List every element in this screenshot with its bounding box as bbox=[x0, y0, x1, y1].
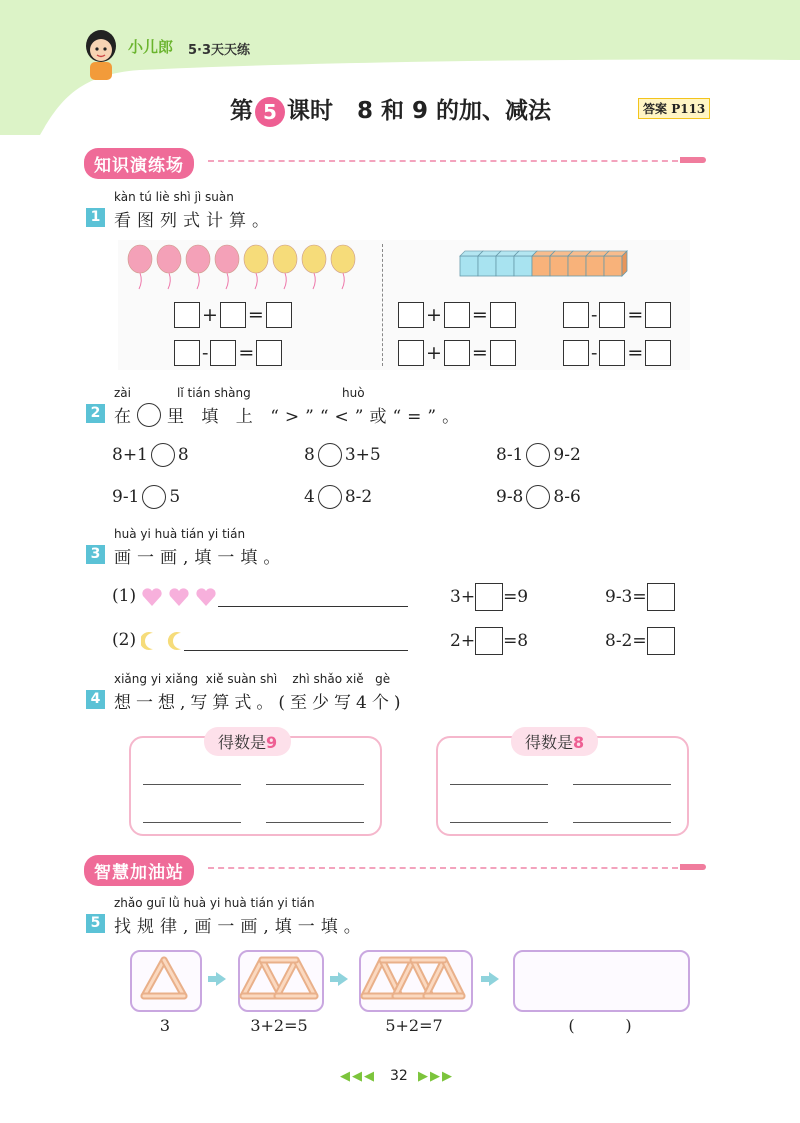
q1-op: = bbox=[247, 304, 264, 326]
page-title bbox=[230, 92, 551, 127]
q2-number: 2 bbox=[86, 404, 105, 423]
arrow-icon-tail bbox=[330, 976, 338, 982]
balloon-icon bbox=[186, 245, 210, 289]
answer-box[interactable] bbox=[599, 340, 625, 366]
compare-circle[interactable] bbox=[318, 485, 342, 509]
balloon-icon bbox=[244, 245, 268, 289]
matchstick-highlight bbox=[243, 960, 262, 996]
q3-row1-eq1 bbox=[450, 583, 528, 611]
card-label-text: 得数是 bbox=[525, 733, 574, 752]
series-name: 5·3天天练 bbox=[188, 43, 251, 58]
answer-box[interactable] bbox=[563, 302, 589, 328]
matchstick-highlight bbox=[395, 960, 413, 996]
compare-circle[interactable] bbox=[151, 443, 175, 467]
balloon-icon bbox=[215, 245, 239, 289]
compare-right: 8 bbox=[177, 445, 189, 465]
write-line[interactable] bbox=[266, 784, 364, 785]
compare-right: 5 bbox=[169, 487, 181, 507]
q1-text: 看图列式计算。 bbox=[114, 211, 275, 231]
q2-pinyin-zai: zài bbox=[114, 386, 131, 400]
q1-op: + bbox=[426, 304, 442, 326]
q3-eq-text: 2+ bbox=[450, 631, 476, 651]
balloon-icon bbox=[302, 245, 326, 289]
next-arrows-icon: ▶▶▶ bbox=[418, 1069, 454, 1084]
q2-text-after: 里 填 上 “>”“<”或“=”。 bbox=[167, 407, 466, 427]
answer-box[interactable] bbox=[444, 302, 470, 328]
answer-page: P113 bbox=[671, 102, 706, 116]
balloon-icon bbox=[331, 245, 355, 289]
q2-text-before: 在 bbox=[114, 407, 137, 427]
arrow-icon bbox=[216, 972, 226, 986]
q5-pinyin: zhǎo guī lǜ huà yi huà tián yi tián bbox=[114, 896, 315, 910]
circle-symbol bbox=[137, 403, 161, 427]
q1-right-eq1 bbox=[398, 302, 516, 328]
answer-box[interactable] bbox=[563, 340, 589, 366]
answer-box[interactable] bbox=[647, 583, 675, 611]
q1-op: + bbox=[202, 304, 218, 326]
balloons-figure bbox=[126, 244, 366, 292]
section-divider bbox=[208, 160, 678, 162]
compare-circle[interactable] bbox=[526, 443, 550, 467]
q3-row2-eq2 bbox=[605, 627, 675, 655]
q3-pinyin: huà yi huà tián yi tián bbox=[114, 527, 246, 541]
hearts-icon bbox=[141, 586, 221, 608]
balloon-icon bbox=[157, 245, 181, 289]
answer-box[interactable] bbox=[398, 302, 424, 328]
write-line[interactable] bbox=[450, 784, 548, 785]
brand-logo-text: 小儿郎 bbox=[128, 38, 174, 56]
answer-box[interactable] bbox=[220, 302, 246, 328]
q3-eq-text: =8 bbox=[503, 631, 529, 651]
pencil-icon bbox=[680, 864, 706, 870]
q4-number: 4 bbox=[86, 690, 105, 709]
prev-arrows-icon: ◀◀◀ bbox=[340, 1069, 376, 1084]
write-line[interactable] bbox=[143, 822, 241, 823]
lesson-number: 5 bbox=[255, 97, 285, 127]
answer-box[interactable] bbox=[444, 340, 470, 366]
q5-text: 找规律,画一画,填一填。 bbox=[114, 917, 367, 937]
matchsticks-figure bbox=[0, 950, 800, 1008]
write-line[interactable] bbox=[573, 784, 671, 785]
section-knowledge-practice: 知识演练场 bbox=[84, 148, 194, 179]
compare-right: 8-2 bbox=[344, 487, 373, 507]
answer-box[interactable] bbox=[174, 302, 200, 328]
q1-op: - bbox=[591, 342, 598, 364]
q1-right-eq3 bbox=[398, 340, 516, 366]
compare-1 bbox=[112, 443, 189, 467]
card-label-value: 9 bbox=[266, 733, 278, 752]
title-prefix: 第 bbox=[230, 98, 253, 124]
compare-2 bbox=[304, 443, 381, 467]
matchstick-highlight bbox=[426, 960, 444, 996]
q1-left-eq1 bbox=[174, 302, 292, 328]
compare-6 bbox=[496, 485, 581, 509]
matchstick-highlight bbox=[144, 960, 164, 996]
page-number: 32 bbox=[390, 1068, 408, 1084]
cube-side bbox=[622, 251, 627, 276]
answer-box[interactable] bbox=[398, 340, 424, 366]
compare-3 bbox=[496, 443, 581, 467]
matchstick-highlight bbox=[277, 960, 296, 996]
write-line[interactable] bbox=[573, 822, 671, 823]
result-card-9-label bbox=[204, 727, 291, 756]
answer-reference bbox=[638, 98, 710, 119]
answer-box[interactable] bbox=[266, 302, 292, 328]
arrow-icon-tail bbox=[208, 976, 216, 982]
q1-right-eq4 bbox=[563, 340, 671, 366]
compare-left: 9-1 bbox=[112, 487, 140, 507]
q1-number: 1 bbox=[86, 208, 105, 227]
q3-text: 画一画,填一填。 bbox=[114, 548, 287, 568]
arrow-icon-tail bbox=[481, 976, 489, 982]
answer-box[interactable] bbox=[174, 340, 200, 366]
answer-box[interactable] bbox=[475, 583, 503, 611]
compare-circle[interactable] bbox=[526, 485, 550, 509]
q1-panel-divider bbox=[382, 244, 383, 366]
q5-number: 5 bbox=[86, 914, 105, 933]
q1-op: = bbox=[627, 342, 644, 364]
q1-op: = bbox=[627, 304, 644, 326]
compare-circle[interactable] bbox=[318, 443, 342, 467]
write-line[interactable] bbox=[266, 822, 364, 823]
q5-caption-1: 3 bbox=[159, 1016, 171, 1035]
q3-eq-text: 9-3= bbox=[605, 587, 647, 607]
q2-text bbox=[114, 402, 465, 427]
q3-eq-text: 3+ bbox=[450, 587, 476, 607]
q5-caption-2: 3+2=5 bbox=[250, 1016, 308, 1035]
matchstick-highlight bbox=[364, 960, 382, 996]
q3-draw-line-1[interactable] bbox=[218, 606, 408, 607]
compare-left: 8+1 bbox=[112, 445, 148, 465]
q3-number: 3 bbox=[86, 545, 105, 564]
section-wisdom-station: 智慧加油站 bbox=[84, 855, 194, 886]
answer-box[interactable] bbox=[256, 340, 282, 366]
matchstick-highlight bbox=[296, 960, 315, 996]
card-label-value: 8 bbox=[573, 733, 585, 752]
q1-op: + bbox=[426, 342, 442, 364]
title-lesson-word: 课时 bbox=[287, 98, 333, 124]
cubes-figure bbox=[458, 250, 638, 280]
q1-left-eq2 bbox=[174, 340, 282, 366]
matchstick-highlight bbox=[444, 960, 462, 996]
q5-caption-3: 5+2=7 bbox=[385, 1016, 443, 1035]
arrow-icon bbox=[489, 972, 499, 986]
q3-row2-label: (2) bbox=[112, 630, 137, 650]
mascot-icon bbox=[80, 26, 122, 82]
q1-op: - bbox=[202, 342, 209, 364]
answer-box[interactable] bbox=[599, 302, 625, 328]
answer-box[interactable] bbox=[645, 302, 671, 328]
compare-left: 9-8 bbox=[496, 487, 524, 507]
q3-row2-eq1 bbox=[450, 627, 528, 655]
q3-row1-label: (1) bbox=[112, 586, 137, 606]
q1-pinyin: kàn tú liè shì jì suàn bbox=[114, 190, 234, 204]
card-label-text: 得数是 bbox=[218, 733, 267, 752]
compare-right: 3+5 bbox=[344, 445, 381, 465]
write-line[interactable] bbox=[450, 822, 548, 823]
q1-right-eq2 bbox=[563, 302, 671, 328]
answer-box[interactable] bbox=[490, 340, 516, 366]
answer-box[interactable] bbox=[645, 340, 671, 366]
answer-box[interactable] bbox=[210, 340, 236, 366]
q3-row1-eq2 bbox=[605, 583, 675, 611]
q5-caption-answer[interactable]: ( ) bbox=[568, 1016, 632, 1035]
q3-eq-text: =9 bbox=[503, 587, 529, 607]
balloon-icon bbox=[128, 245, 152, 289]
answer-box[interactable] bbox=[647, 627, 675, 655]
compare-right: 8-6 bbox=[553, 487, 581, 507]
q1-op: - bbox=[591, 304, 598, 326]
q2-pinyin-huo: huò bbox=[342, 386, 365, 400]
q1-op: = bbox=[471, 304, 488, 326]
compare-left: 8-1 bbox=[496, 445, 524, 465]
result-card-8-label bbox=[511, 727, 598, 756]
moons-icon bbox=[141, 630, 191, 652]
q4-pinyin: xiǎng yi xiǎng xiě suàn shì zhì shǎo xiě gè bbox=[114, 672, 391, 686]
answer-box[interactable] bbox=[475, 627, 503, 655]
matchstick-highlight bbox=[164, 960, 184, 996]
compare-left: 8 bbox=[304, 445, 315, 465]
q1-op: = bbox=[238, 342, 255, 364]
compare-right: 9-2 bbox=[553, 445, 581, 465]
compare-circle[interactable] bbox=[142, 485, 166, 509]
section-divider bbox=[208, 867, 678, 869]
write-line[interactable] bbox=[143, 784, 241, 785]
q1-op: = bbox=[471, 342, 488, 364]
balloon-icon bbox=[273, 245, 297, 289]
answer-box[interactable] bbox=[490, 302, 516, 328]
compare-5 bbox=[304, 485, 372, 509]
q4-text: 想一想,写算式。(至少写4个) bbox=[114, 693, 406, 713]
compare-4 bbox=[112, 485, 180, 509]
q3-draw-line-2[interactable] bbox=[184, 650, 408, 651]
q3-eq-text: 8-2= bbox=[605, 631, 647, 651]
q2-pinyin-middle: lǐ tián shàng bbox=[177, 386, 251, 400]
arrow-icon bbox=[338, 972, 348, 986]
compare-left: 4 bbox=[304, 487, 315, 507]
answer-label: 答案 bbox=[643, 102, 668, 116]
title-topic: 8 和 9 的加、减法 bbox=[357, 98, 552, 124]
pencil-icon bbox=[680, 157, 706, 163]
